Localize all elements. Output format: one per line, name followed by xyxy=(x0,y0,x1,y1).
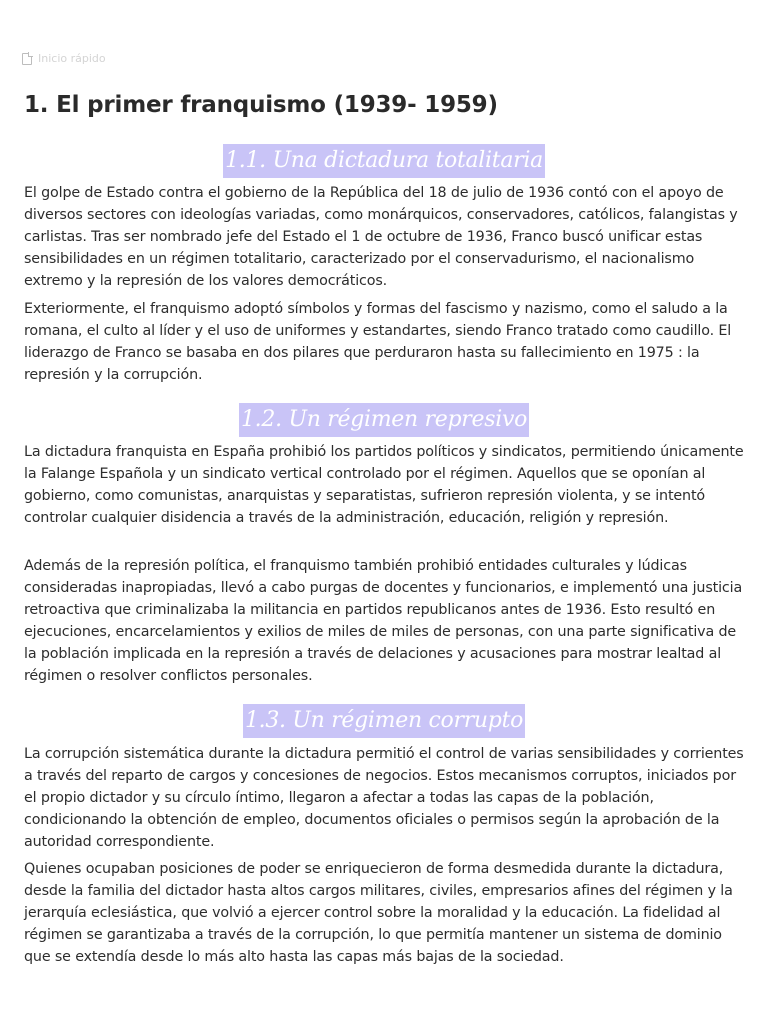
section-heading-3-text: 1.3. Un régimen corrupto xyxy=(243,704,525,738)
section-heading-1-text: 1.1. Una dictadura totalitaria xyxy=(223,144,545,178)
page-title: 1. El primer franquismo (1939- 1959) xyxy=(24,92,498,118)
document-icon xyxy=(22,53,32,65)
paragraph-2-1: La dictadura franquista en España prohibió los partidos políticos y sindicatos, permitiendo únicamente la Falange Española y un sindicato vertical controlado por el régimen. Aquellos que se oponían al gobierno, como comunistas, anarquistas y separatistas, sufrieron represión violenta, y se intentó controlar cualquier disidencia a través de la administración, educación, religión y represión. xyxy=(24,444,744,526)
section-heading-3 xyxy=(0,704,768,738)
paragraph-1-1: El golpe de Estado contra el gobierno de la República del 18 de julio de 1936 contó con el apoyo de diversos sectores con ideologías variadas, como monárquicos, conservadores, católicos, falangistas y carlistas. Tras ser nombrado jefe del Estado el 1 de octubre de 1936, Franco buscó unificar estas sensibilidades en un régimen totalitario, caracterizado por el conservadurismo, el nacionalismo extremo y la represión de los valores democráticos. xyxy=(24,185,738,289)
breadcrumb[interactable] xyxy=(22,52,106,65)
breadcrumb-label[interactable]: Inicio rápido xyxy=(38,52,106,65)
paragraph-3-2: Quienes ocupaban posiciones de poder se enriquecieron de forma desmedida durante la dictadura, desde la familia del dictador hasta altos cargos militares, civiles, empresarios afines del régimen y la jerarquía eclesiástica, que volvió a ejercer control sobre la moralidad y la educación. La fidelidad al régimen se garantizaba a través de la corrupción, lo que permitía mantener un sistema de dominio que se extendía desde lo más alto hasta las capas más bajas de la sociedad. xyxy=(24,861,733,965)
section-heading-2 xyxy=(0,403,768,437)
section-heading-2-text: 1.2. Un régimen represivo xyxy=(239,403,529,437)
paragraph-2-2: Además de la represión política, el franquismo también prohibió entidades culturales y lúdicas consideradas inapropiadas, llevó a cabo purgas de docentes y funcionarios, e implementó una justicia retroactiva que criminalizaba la militancia en partidos republicanos antes de 1936. Esto resultó en ejecuciones, encarcelamientos y exilios de miles de miles de personas, con una parte significativa de la población implicada en la represión a través de delaciones y acusaciones para mostrar lealtad al régimen o resolver conflictos personales. xyxy=(24,558,743,684)
section-heading-1 xyxy=(0,144,768,178)
paragraph-3-1: La corrupción sistemática durante la dictadura permitió el control de varias sensibilidades y corrientes a través del reparto de cargos y concesiones de negocios. Estos mecanismos corruptos, iniciados por el propio dictador y su círculo íntimo, llegaron a afectar a todas las capas de la población, condicionando la obtención de empleo, documentos oficiales o permisos según la aprobación de la autoridad correspondiente. xyxy=(24,746,744,850)
paragraph-1-2: Exteriormente, el franquismo adoptó símbolos y formas del fascismo y nazismo, como el saludo a la romana, el culto al líder y el uso de uniformes y estandartes, siendo Franco tratado como caudillo. El liderazgo de Franco se basaba en dos pilares que perduraron hasta su fallecimiento en 1975 : la represión y la corrupción. xyxy=(24,301,732,383)
